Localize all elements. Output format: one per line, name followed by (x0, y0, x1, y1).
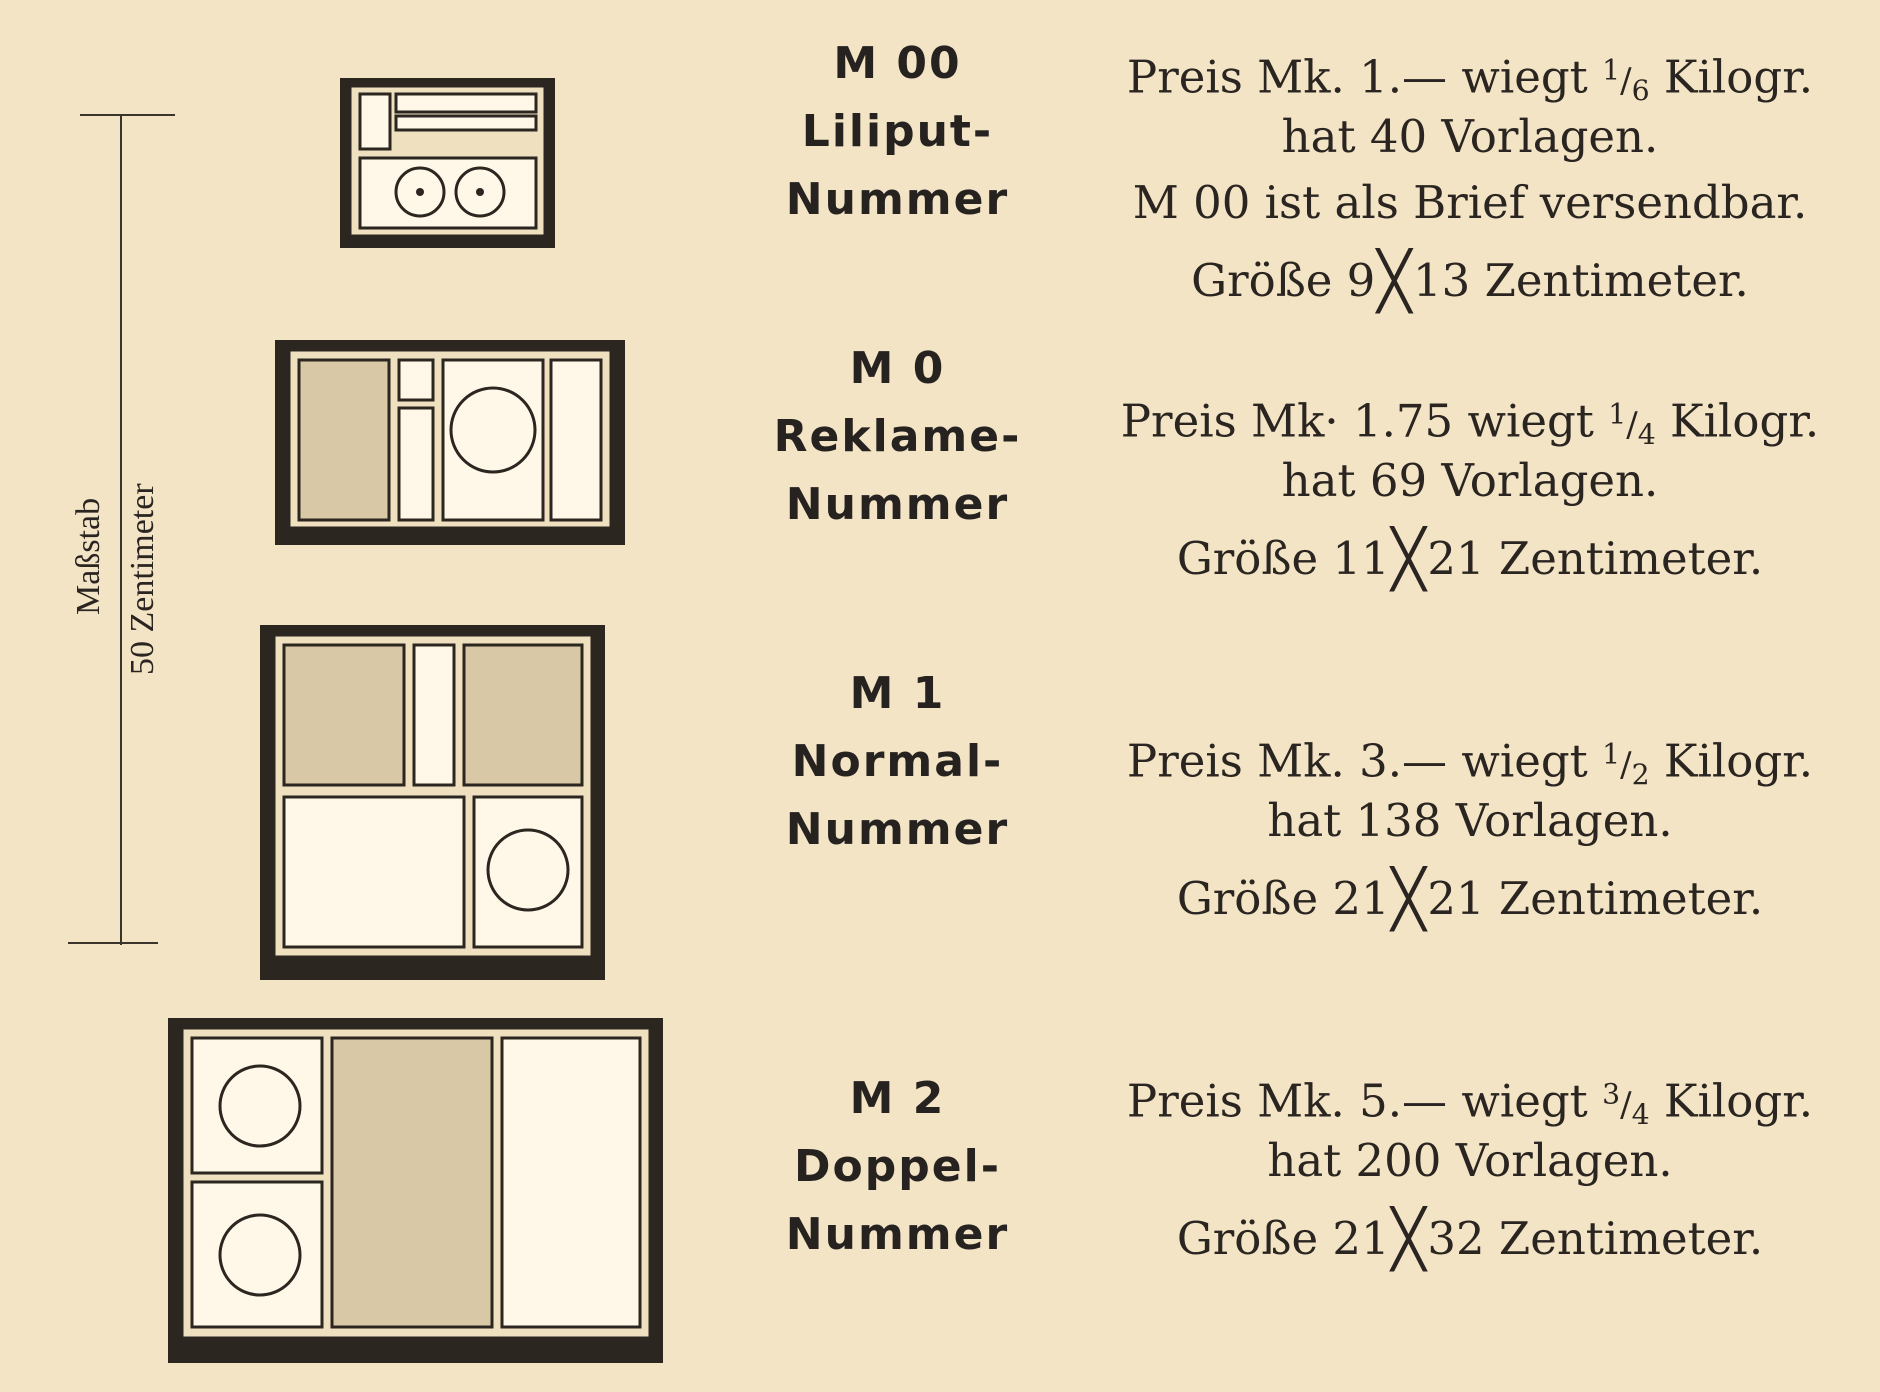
scale-label-massstab: Maßstab (70, 497, 107, 615)
model-suffix: Nummer (785, 174, 1010, 225)
note-line: M 00 ist als Brief versendbar. (1132, 176, 1808, 229)
size-line: Größe 21╳21 Zentimeter. (1176, 867, 1764, 932)
price-line: Preis Mk. 1.— wiegt $^1/_6$ Kilogr. (1126, 50, 1814, 108)
box-illustration-m00 (330, 70, 570, 270)
box-illustration-m1 (250, 615, 610, 985)
description-m0 (1080, 382, 1860, 592)
templates-line: hat 69 Vorlagen. (1281, 454, 1659, 507)
scale-label-50cm: 50 Zentimeter (124, 483, 161, 675)
description-m1 (1080, 722, 1860, 932)
model-suffix: Nummer (785, 804, 1010, 855)
box-illustration-m2 (160, 1010, 670, 1370)
model-code: M 2 (849, 1073, 946, 1124)
model-name: Liliput- (801, 106, 994, 157)
templates-line: hat 200 Vorlagen. (1267, 1134, 1673, 1187)
templates-line: hat 40 Vorlagen. (1281, 110, 1659, 163)
model-name: Reklame- (773, 411, 1022, 462)
scale-tick-top (80, 114, 175, 116)
price-line: Preis Mk· 1.75 wiegt $^1/_4$ Kilogr. (1120, 394, 1820, 452)
model-name: Doppel- (794, 1141, 1001, 1192)
scale-tick-bottom (68, 942, 158, 944)
model-suffix: Nummer (785, 1209, 1010, 1260)
price-line: Preis Mk. 5.— wiegt $^3/_4$ Kilogr. (1126, 1074, 1814, 1132)
size-line: Größe 11╳21 Zentimeter. (1176, 527, 1764, 592)
templates-line: hat 138 Vorlagen. (1267, 794, 1673, 847)
scale-line (120, 115, 122, 945)
description-m00 (1080, 38, 1860, 314)
model-label-m2 (770, 1065, 1025, 1269)
model-label-m1 (770, 660, 1025, 864)
model-code: M 1 (849, 668, 946, 719)
box-illustration-m0 (265, 330, 635, 560)
model-name: Normal- (791, 736, 1004, 787)
model-label-m00 (770, 30, 1025, 234)
model-code: M 0 (849, 343, 946, 394)
size-line: Größe 21╳32 Zentimeter. (1176, 1207, 1764, 1272)
model-code: M 00 (833, 38, 962, 89)
model-label-m0 (770, 335, 1025, 539)
model-suffix: Nummer (785, 479, 1010, 530)
price-line: Preis Mk. 3.— wiegt $^1/_2$ Kilogr. (1126, 734, 1814, 792)
size-line: Größe 9╳13 Zentimeter. (1191, 249, 1749, 314)
description-m2 (1080, 1062, 1860, 1272)
